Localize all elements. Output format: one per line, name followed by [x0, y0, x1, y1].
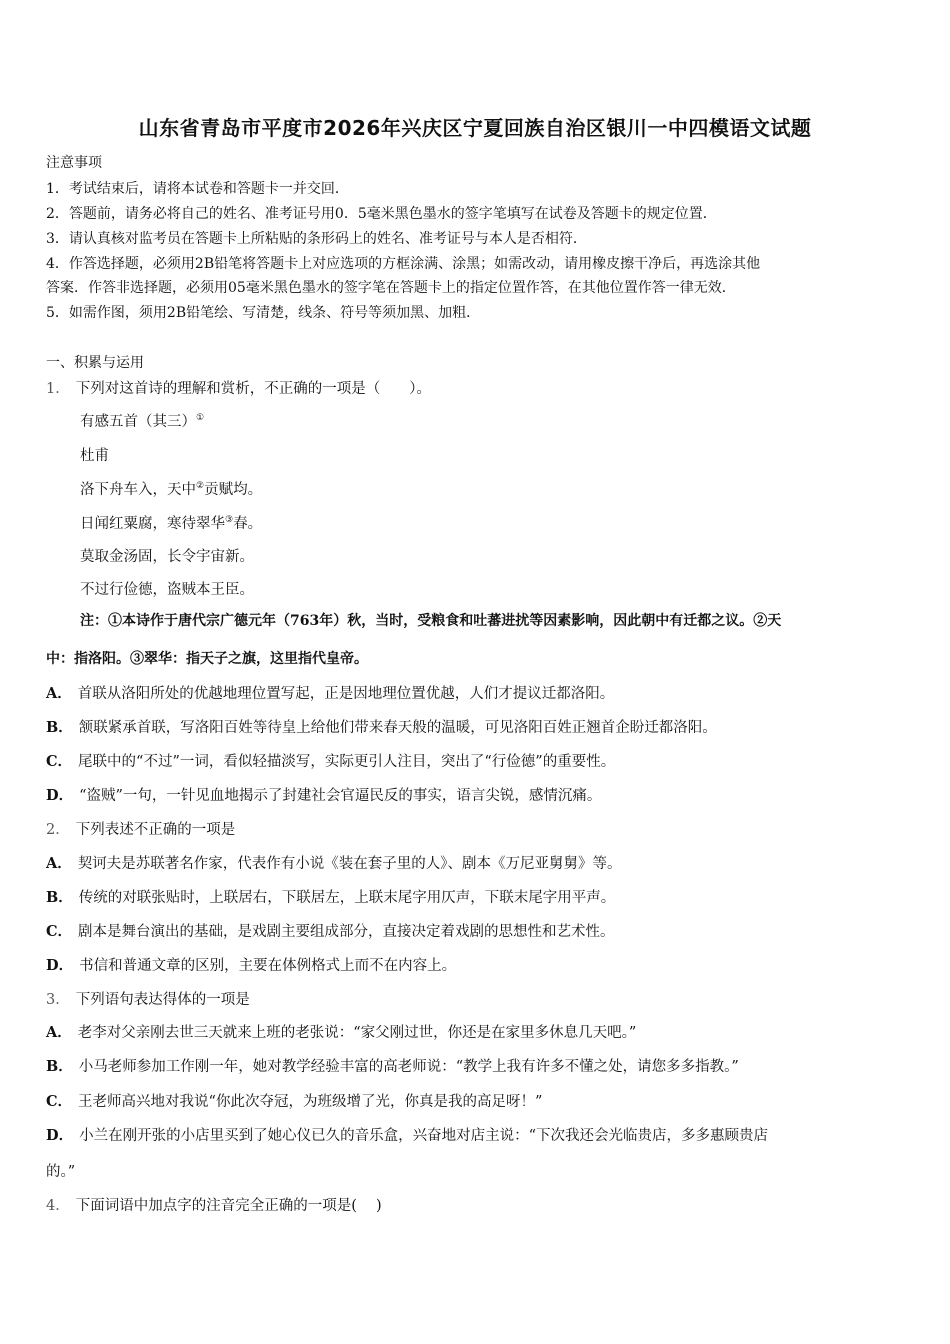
option-b[interactable]: B． 颔联紧承首联，写洛阳百姓等待皇上给他们带来春天般的温暖，可见洛阳百姓正翘首企盼迁都洛阳。 — [46, 719, 717, 736]
question-number: 4． — [46, 1198, 70, 1214]
question-3 — [46, 988, 250, 1009]
notice-item: 答案．作答非选择题，必须用05毫米黑色墨水的签字笔在答题卡上的指定位置作答，在其他位置作答一律无效． — [46, 280, 736, 296]
option-b[interactable]: B． 小马老师参加工作刚一年，她对教学经验丰富的高老师说：“教学上我有许多不懂之处，请您多多指教。” — [46, 1058, 739, 1075]
question-text: 下面词语中加点字的注音完全正确的一项是( ) — [75, 1198, 382, 1214]
notice-item: 5．如需作图，须用2B铅笔绘、写清楚，线条、符号等须加黑、加粗． — [46, 305, 481, 321]
footnote-mark: ② — [196, 481, 205, 492]
option-a[interactable]: A． 契诃夫是苏联著名作家，代表作有小说《装在套子里的人》、剧本《万尼亚舅舅》等。 — [46, 855, 622, 872]
question-text: 下列对这首诗的理解和赏析，不正确的一项是（ ）。 — [75, 381, 431, 397]
question-number: 2． — [46, 822, 70, 838]
option-a[interactable]: A． 首联从洛阳所处的优越地理位置写起，正是因地理位置优越，人们才提议迁都洛阳。 — [46, 685, 615, 702]
question-text: 下列语句表达得体的一项是 — [75, 992, 250, 1008]
page-title: 山东省青岛市平度市2026年兴庆区宁夏回族自治区银川一中四模语文试题 — [138, 116, 812, 140]
question-1 — [46, 377, 431, 398]
notice-item: 1．考试结束后，请将本试卷和答题卡一并交回． — [46, 181, 349, 197]
poem-footnote: 注：①本诗作于唐代宗广德元年（763年）秋，当时，受粮食和吐蕃进扰等因素影响，因此朝中有迁都之议。②天 — [80, 613, 782, 629]
option-a[interactable]: A． 老李对父亲刚去世三天就来上班的老张说：“家父刚过世，你还是在家里多休息几天吧。” — [46, 1024, 637, 1041]
option-d[interactable]: D． 小兰在刚开张的小店里买到了她心仪已久的音乐盒，兴奋地对店主说：“下次我还会光临贵店，多多惠顾贵店 — [46, 1127, 768, 1144]
option-c[interactable]: C． 剧本是舞台演出的基础，是戏剧主要组成部分，直接决定着戏剧的思想性和艺术性。 — [46, 923, 615, 940]
footnote-mark: ③ — [225, 515, 234, 526]
question-2 — [46, 818, 235, 839]
poem-line: 洛下舟车入，天中②贡赋均。 — [80, 481, 263, 498]
option-c[interactable]: C． 尾联中的“不过”一词，看似轻描淡写，实际更引人注目，突出了“行俭德”的重要性。 — [46, 753, 616, 770]
notice-item: 3．请认真核对监考员在答题卡上所粘贴的条形码上的姓名、准考证号与本人是否相符． — [46, 231, 587, 247]
question-number: 3． — [46, 992, 70, 1008]
poem-line: 日闻红粟腐，寒待翠华③春。 — [80, 515, 263, 532]
question-number: 1． — [46, 381, 70, 397]
poem-title: 有感五首（其三）① — [80, 413, 205, 430]
notice-item: 2．答题前，请务必将自己的姓名、准考证号用0．5毫米黑色墨水的签字笔填写在试卷及答题卡的规定位置． — [46, 206, 717, 222]
option-d[interactable]: D． 书信和普通文章的区别，主要在体例格式上而不在内容上。 — [46, 957, 457, 974]
notice-item: 4．作答选择题，必须用2B铅笔将答题卡上对应选项的方框涂满、涂黑；如需改动，请用橡皮擦干净后，再选涂其他 — [46, 256, 761, 272]
poem-author: 杜甫 — [80, 448, 109, 464]
question-text: 下列表述不正确的一项是 — [75, 822, 236, 838]
notice-heading: 注意事项 — [46, 155, 102, 171]
section-heading: 一、积累与运用 — [46, 355, 144, 371]
poem-footnote-continued: 中：指洛阳。③翠华：指天子之旗，这里指代皇帝。 — [46, 651, 368, 667]
poem-line: 不过行俭德，盗贼本王臣。 — [80, 582, 254, 598]
option-d[interactable]: D． “盗贼”一句，一针见血地揭示了封建社会官逼民反的事实，语言尖锐，感情沉痛。 — [46, 787, 602, 804]
footnote-mark: ① — [196, 413, 205, 424]
option-d-continued: 的。” — [46, 1164, 76, 1180]
question-4 — [46, 1194, 382, 1215]
poem-line: 莫取金汤固，长令宇宙新。 — [80, 549, 254, 565]
option-b[interactable]: B． 传统的对联张贴时，上联居右，下联居左，上联末尾字用仄声，下联末尾字用平声。 — [46, 889, 616, 906]
option-c[interactable]: C． 王老师高兴地对我说“你此次夺冠，为班级增了光，你真是我的高足呀！” — [46, 1093, 543, 1110]
